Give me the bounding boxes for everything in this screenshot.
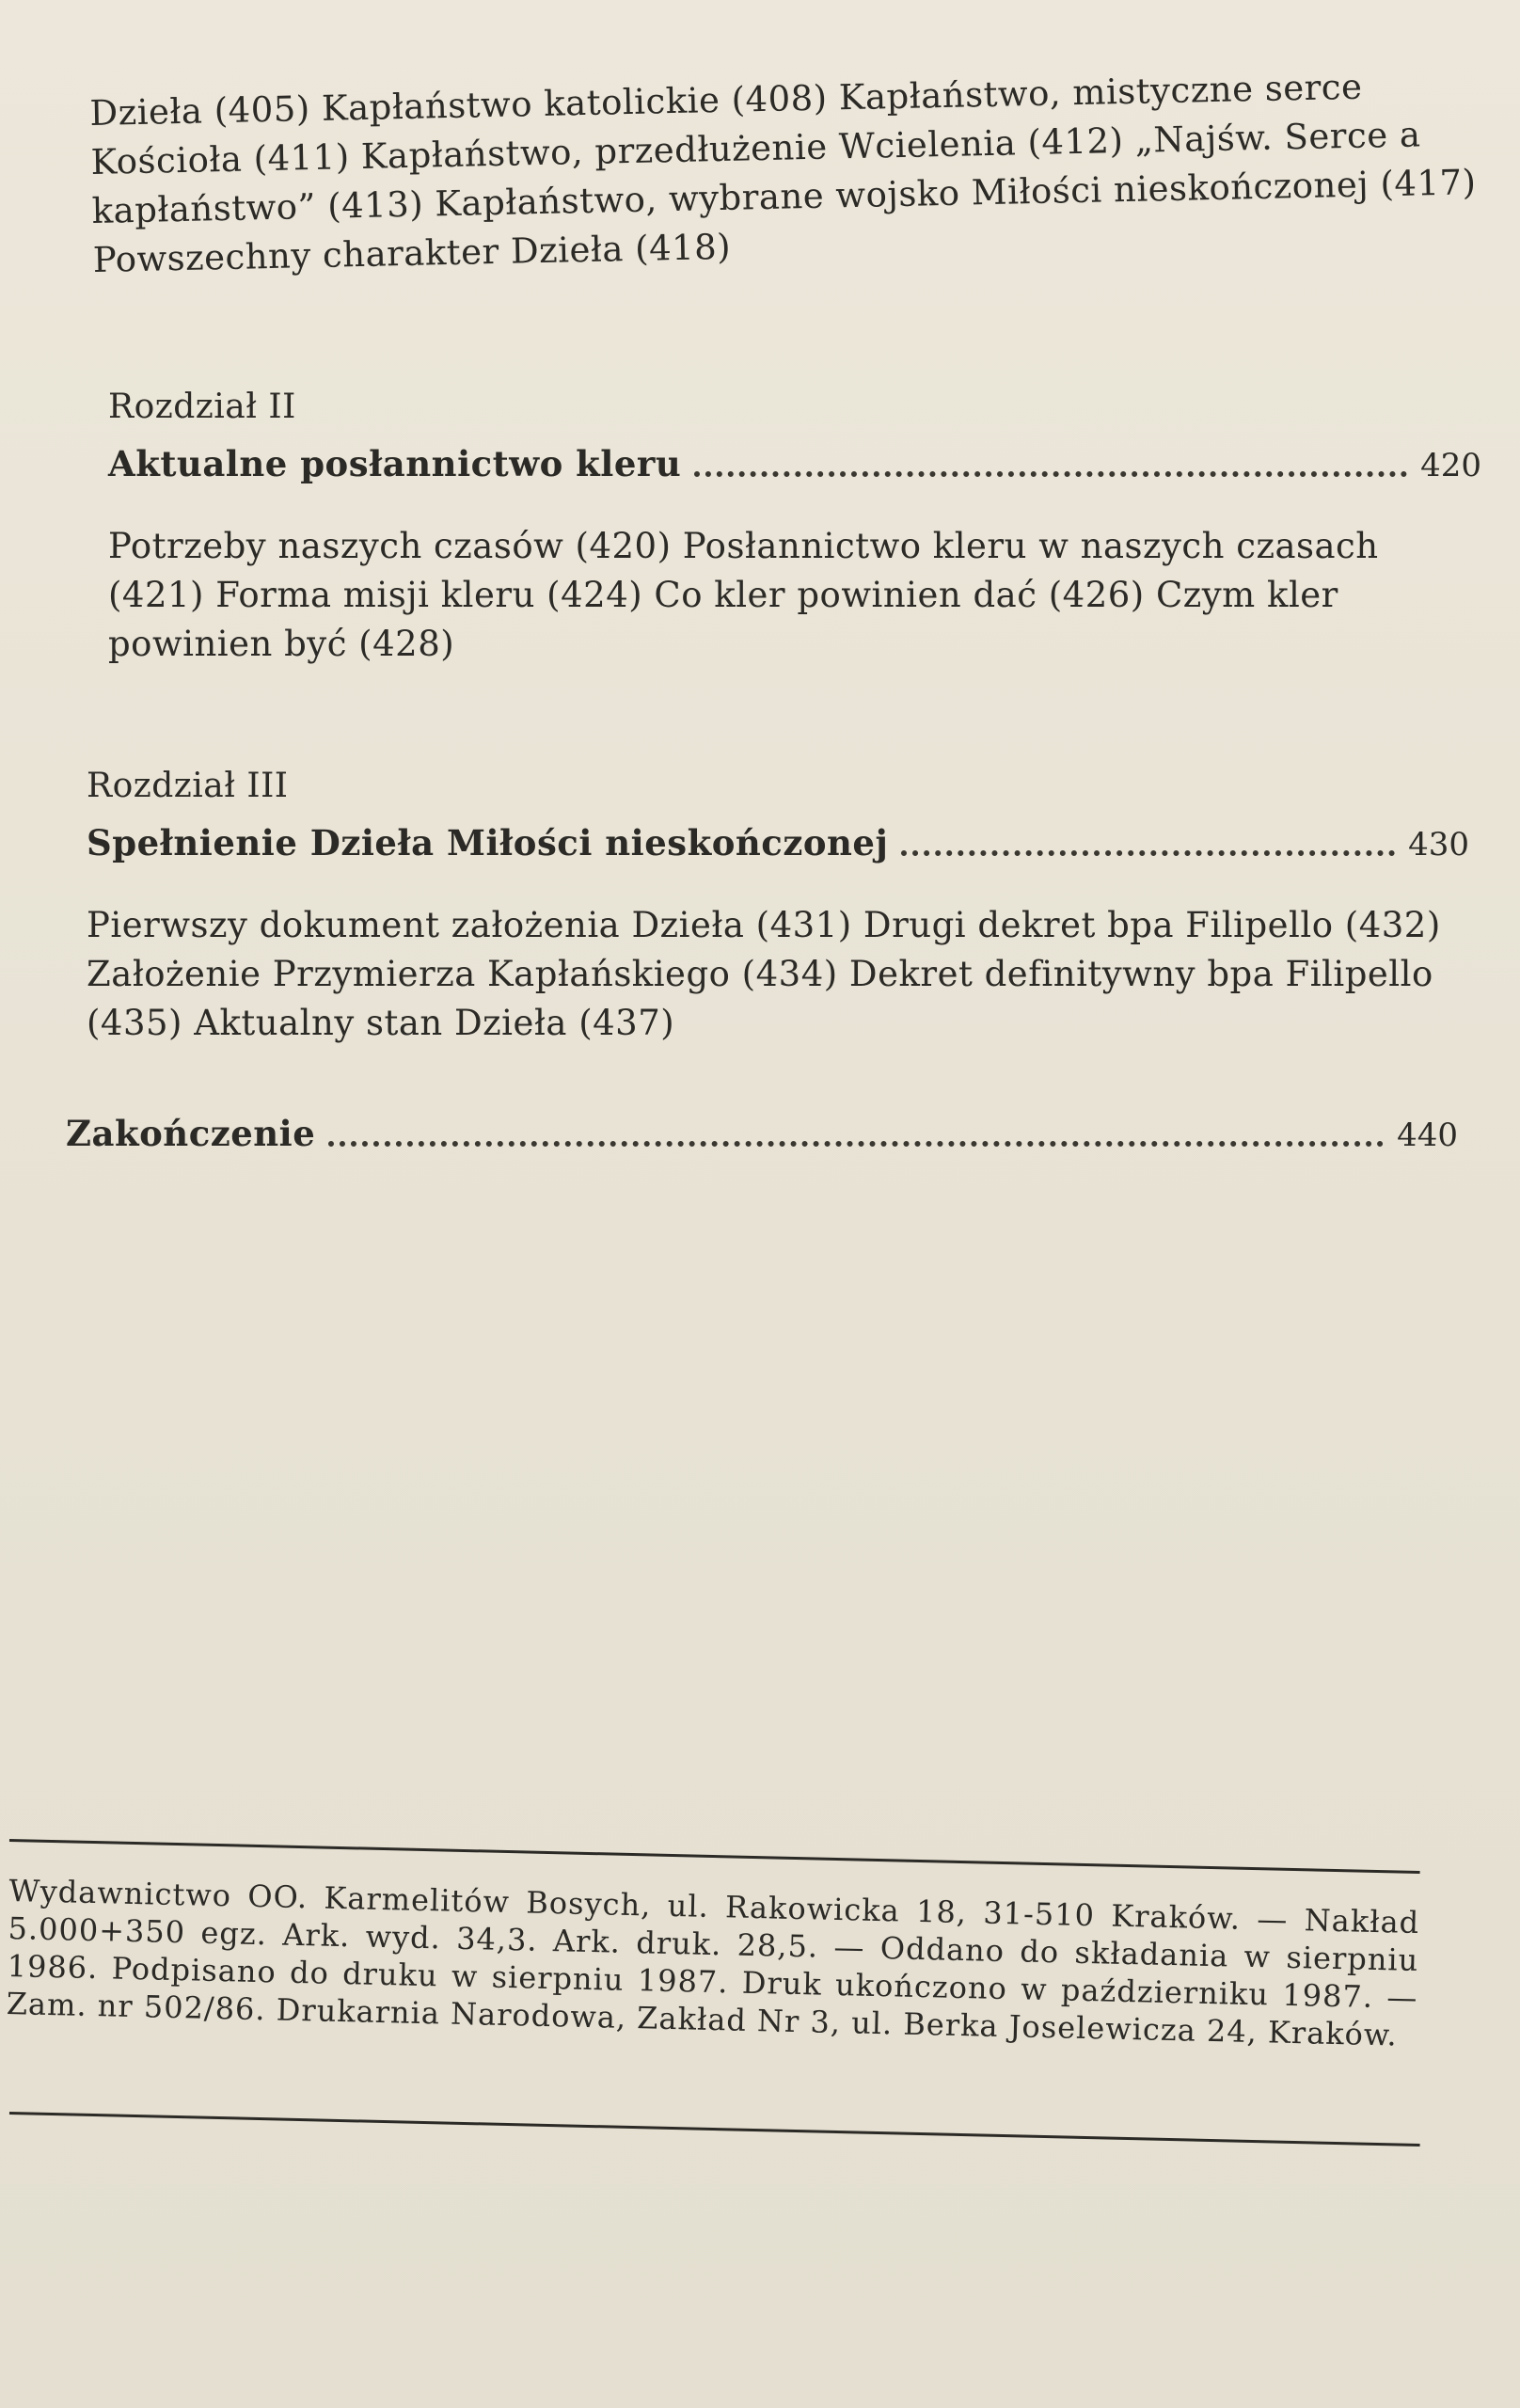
conclusion-title: Zakończenie (66, 1113, 316, 1154)
chapter-3-contents: Pierwszy dokument założenia Dzieła (431) Drugi dekret bpa Filipello (432) Założenie Przymierza Kapłańskiego (434) Dekret definitywny bpa Filipello (435) Aktualny stan Dzieła (437) (87, 905, 1441, 1043)
conclusion (66, 1096, 1458, 1154)
leader-dots (901, 850, 1395, 856)
chapter-3-page: 430 (1408, 826, 1469, 863)
imprint-top-rule (9, 1839, 1420, 1874)
chapter-2-title: Aktualne posłannictwo kleru (108, 443, 682, 484)
chapter-2 (108, 388, 1481, 669)
imprint-bottom-rule (9, 2112, 1420, 2147)
chapter-2-page: 420 (1420, 447, 1481, 484)
leader-dots (328, 1141, 1384, 1147)
chapter-2-contents: Potrzeby naszych czasów (420) Posłannictwo kleru w naszych czasach (421) Forma misji kleru (424) Co kler powinien dać (426) Czym kler powinien być (428) (108, 526, 1379, 664)
conclusion-toc-entry (66, 1113, 1458, 1154)
imprint-text: Wydawnictwo OO. Karmelitów Bosych, ul. Rakowicka 18, 31-510 Kraków. — Nakład 5.000+350 egz. Ark. wyd. 34,3. Ark. druk. 28,5. — Oddano do składania w sierpniu 1986. Podpisano do druku w sierpniu 1987. Druk ukończono w październiku 1987. — Zam. nr 502/86. Drukarnia Narodowa, Zakład Nr 3, ul. Berka Joselewicza 24, Kraków. (6, 1872, 1420, 2053)
chapter-2-toc-entry (108, 443, 1481, 484)
chapter-3-label: Rozdział III (87, 767, 289, 805)
chapter-3-toc-entry (87, 822, 1469, 863)
intro-block (89, 60, 1485, 285)
leader-dots (694, 471, 1407, 477)
intro-contents: Dzieła (405) Kapłaństwo katolickie (408) Kapłaństwo, mistyczne serce Kościoła (411) Kapłaństwo, przedłużenie Wcielenia (412) „Najśw. Serce a kapłaństwo” (413) Kapłaństwo, wybrane wojsko Miłości nieskończonej (417) Powszechny charakter Dzieła (418) (89, 66, 1477, 280)
chapter-3 (87, 767, 1469, 1048)
conclusion-page: 440 (1397, 1117, 1458, 1154)
chapter-3-title: Spełnienie Dzieła Miłości nieskończonej (87, 822, 889, 863)
chapter-2-label: Rozdział II (108, 388, 296, 426)
